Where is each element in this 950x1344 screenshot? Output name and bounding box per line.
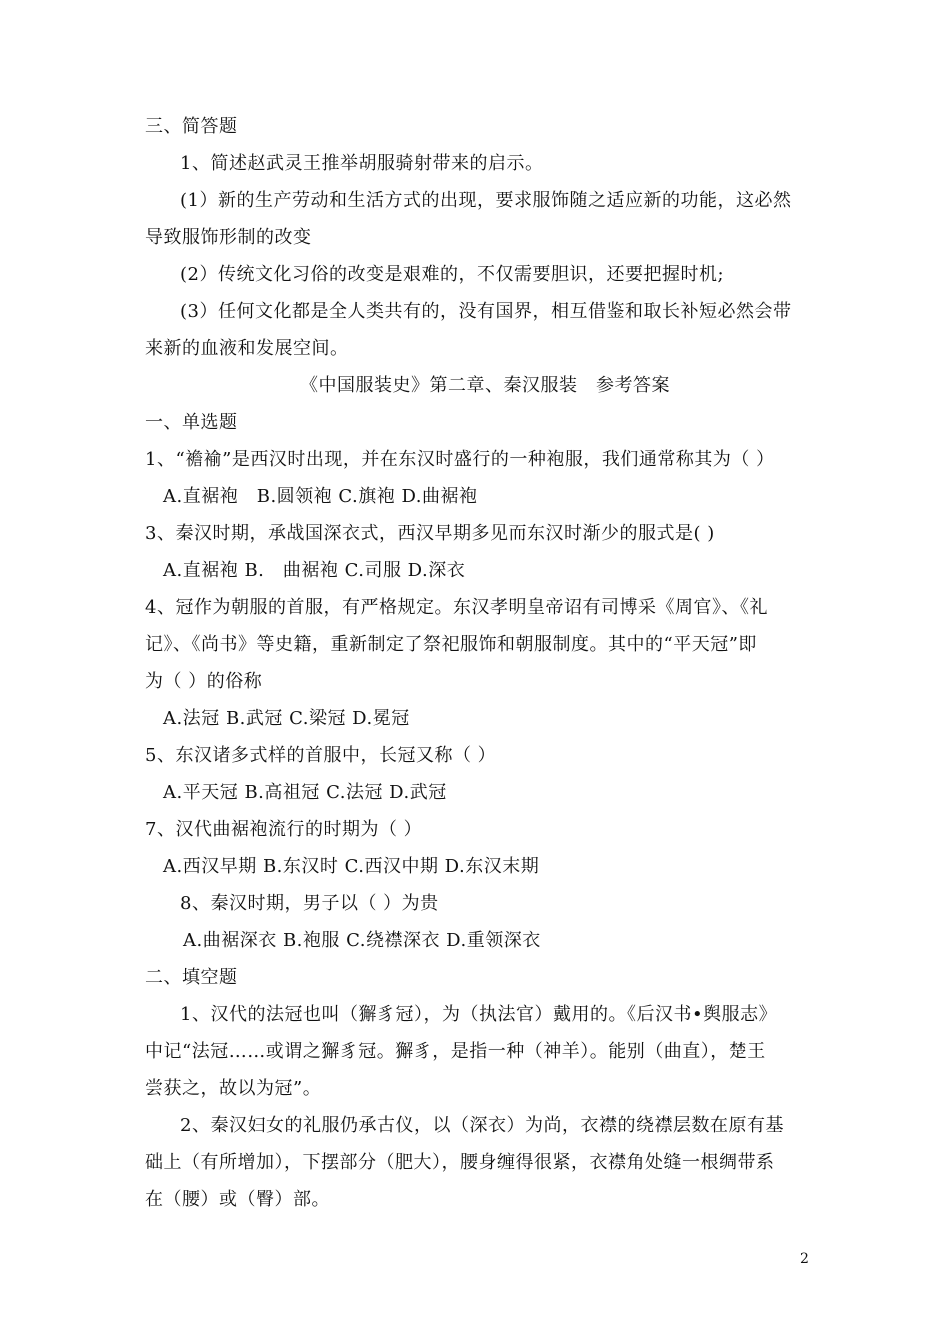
answer-text: 中记“法冠……或谓之獬豸冠。獬豸，是指一种（神羊）。能别（曲直），楚王: [145, 1041, 766, 1062]
question-text: 3、秦汉时期，承战国深衣式，西汉早期多见而东汉时渐少的服式是( ): [145, 523, 715, 544]
choice-options: A.直裾袍 B.圆领袍 C.旗袍 D.曲裾袍: [163, 486, 478, 507]
answer-text: 尝获之，故以为冠”。: [145, 1078, 322, 1099]
page-number: 2: [800, 1251, 809, 1267]
answer-text: (1）新的生产劳动和生活方式的出现，要求服饰随之适应新的功能，这必然: [180, 190, 792, 211]
answer-text: 来新的血液和发展空间。: [145, 338, 349, 359]
question-text: 1、“襜褕”是西汉时出现，并在东汉时盛行的一种袍服，我们通常称其为（ ）: [145, 449, 775, 470]
question-text: 8、秦汉时期，男子以（ ）为贵: [180, 893, 439, 914]
answer-text: 2、秦汉妇女的礼服仍承古仪，以（深衣）为尚，衣襟的绕襟层数在原有基: [180, 1115, 784, 1136]
question-text: 7、汉代曲裾袍流行的时期为（ ）: [145, 819, 423, 840]
answer-text: 1、汉代的法冠也叫（獬豸冠），为（执法官）戴用的。《后汉书•舆服志》: [180, 1004, 778, 1025]
choice-options: A.曲裾深衣 B.袍服 C.绕襟深衣 D.重领深衣: [183, 930, 541, 951]
answer-text: 在（腰）或（臀）部。: [145, 1189, 330, 1210]
choice-options: A.西汉早期 B.东汉时 C.西汉中期 D.东汉末期: [163, 856, 540, 877]
chapter-title: 《中国服装史》第二章、秦汉服装 参考答案: [300, 375, 670, 396]
question-text: 4、冠作为朝服的首服，有严格规定。东汉孝明皇帝诏有司博采《周官》、《礼: [145, 597, 768, 618]
question-text: 5、东汉诸多式样的首服中，长冠又称（ ）: [145, 745, 497, 766]
answer-text: (3）任何文化都是全人类共有的，没有国界，相互借鉴和取长补短必然会带: [180, 301, 792, 322]
section-heading-fill-in: 二、填空题: [145, 967, 238, 988]
question-text: 记》、《尚书》等史籍，重新制定了祭祀服饰和朝服制度。其中的“平天冠”即: [145, 634, 757, 655]
choice-options: A.法冠 B.武冠 C.梁冠 D.冕冠: [163, 708, 410, 729]
question-text: 1、简述赵武灵王推举胡服骑射带来的启示。: [180, 153, 544, 174]
answer-text: 础上（有所增加），下摆部分（肥大），腰身缠得很紧，衣襟角处缝一根绸带系: [145, 1152, 775, 1173]
choice-options: A.平天冠 B.高祖冠 C.法冠 D.武冠: [163, 782, 447, 803]
question-text: 为（ ）的俗称: [145, 671, 263, 692]
choice-options: A.直裾袍 B. 曲裾袍 C.司服 D.深衣: [163, 560, 466, 581]
section-heading-short-answer: 三、简答题: [145, 116, 238, 137]
section-heading-single-choice: 一、单选题: [145, 412, 238, 433]
answer-text: 导致服饰形制的改变: [145, 227, 312, 248]
answer-text: (2）传统文化习俗的改变是艰难的，不仅需要胆识，还要把握时机;: [180, 264, 725, 285]
